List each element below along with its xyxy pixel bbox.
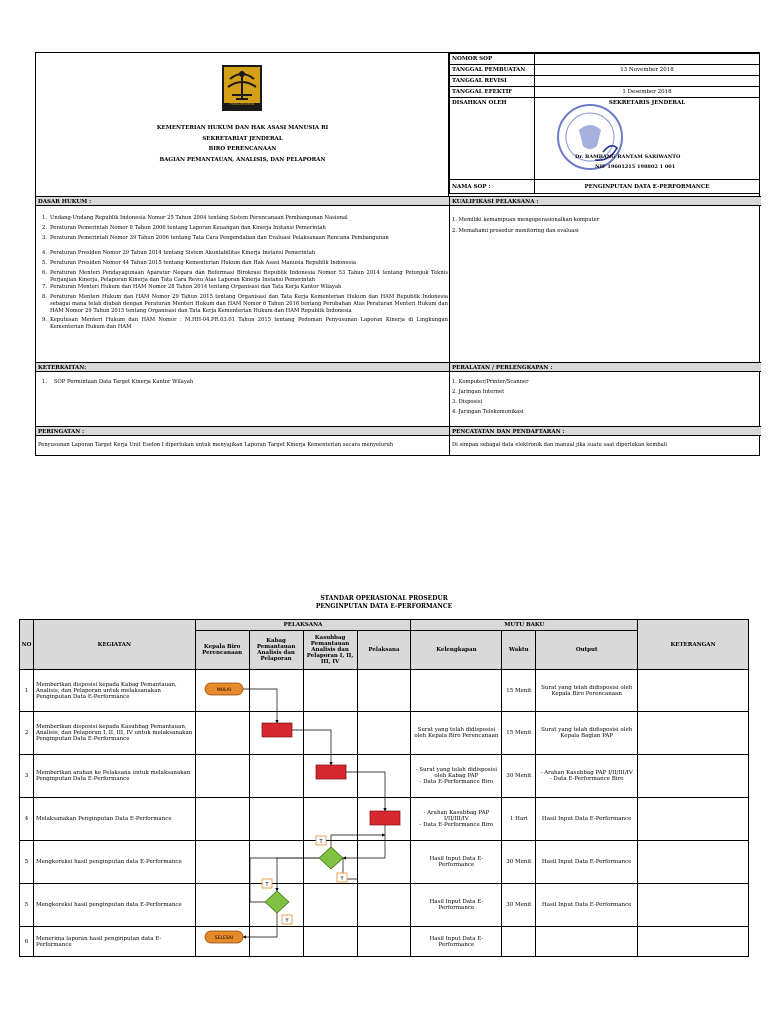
tanggal-pembuatan-label: TANGGAL PEMBUATAN [450, 65, 535, 76]
table-row: 5 Mengkoreksi hasil penginputan data E-Performance Hasil Input Data E-Performance 30 Menit Hasil Input Data E-Performance [20, 884, 749, 927]
col-kelengkapan: Kelengkapan [411, 631, 502, 670]
flow-title-line-1: STANDAR OPERASIONAL PROSEDUR [320, 595, 448, 602]
dasar-hukum-item: 8. Peraturan Menteri Hukum dan HAM Nomor 29 Tahun 2015 tentang Organisasi dan Tata Kerja Kementerian Hukum dan HAM Republik Indonesia sebagai mana telah diubah dengan Peraturan Menteri Hukum dan HAM Nomor 6 Tahun 2016 tentang Perubahan Atas Peraturan Menteri Hukum dan HAM Nomor 29 Tahun 2015 tentang Organisasi dan Tata Kerja Kementerian Hukum dan HAM Republik Indonesia [42, 294, 448, 314]
process-kasubbag [316, 765, 346, 779]
peralatan-item: 3. Disposisi [452, 399, 483, 406]
col-mutu-baku: MUTU BAKU [411, 620, 638, 631]
dasar-hukum-item: 6. Peraturan Menteri Pendayagunaan Aparatur Negara dan Reformasi Birokrasi Republik Indonesia Nomor 53 Tahun 2014 tentang Petunjuk Teknis Perjanjian Kinerja, Pelaporan Kinerja dan Tata Cara Reviu Atas Laporan Kinerja Instansi Pemerintah [42, 269, 448, 283]
kualifikasi-item: 2. Memahami prosedur monitoring dan evaluasi [452, 228, 579, 235]
disahkan-title: SEKRETARIS JENDERAL [608, 100, 686, 106]
dasar-hukum-item: 1. Undang-Undang Republik Indonesia Nomor 25 Tahun 2004 tentang Sistem Perencanaan Pembangunan Nasional [42, 215, 348, 221]
col-keterangan: KETERANGAN [638, 620, 749, 670]
pencatatan-title: PENCATATAN DAN PENDAFTARAN : [450, 426, 761, 436]
table-row: 1 Memberikan disposisi kepada Kabag Pemantauan, Analisis, dan Pelaporan untuk melaksanakan Penginputan Data E-Performance 15 Menit Surat yang telah didisposisi oleh Kepala Biro Perencanaan [20, 670, 749, 712]
peralatan-title: PERALATAN / PERLENGKAPAN : [450, 362, 761, 372]
process-pelaksana [370, 811, 400, 825]
decision-kabag [265, 891, 289, 913]
keterkaitan-item: 1. SOP Permintaan Data Target Kinerja Kantor Wilayah [42, 379, 194, 385]
decision-yes-label-2: Y [285, 918, 289, 924]
tanggal-revisi-label: TANGGAL REVISI [450, 76, 535, 87]
end-label: SELESAI [214, 936, 234, 941]
table-row: 4 Melaksanakan Penginputan Data E-Performance - Arahan Kasubbag PAP I/II/III/IV - Data E-Performance Biro 1 Hari Hasil Input Data E-Performance [20, 798, 749, 841]
table-row: 6 Menerima laporan hasil penginputan data E-Performance Hasil Input Data E-Performance [20, 927, 749, 957]
org-line-2: SEKRETARIAT JENDERAL [202, 135, 283, 142]
table-row: 3 Memberikan arahan ke Pelaksana untuk melaksanakan Penginputan Data E-Performance - Surat yang telah didisposisi oleh Kabag PAP - Data E-Performance Biro 30 Menit - Arahan Kasubbag PAP I/II/III/IV - Data E-Performance Biro [20, 755, 749, 798]
decision-no-label-1: T [319, 839, 323, 845]
tanggal-efektif-label: TANGGAL EFEKTIF [450, 87, 535, 98]
col-role-kasubbag: Kasubbag Pemantauan Analisis dan Pelaporan I, II, III, IV [303, 631, 357, 670]
nomor-sop-label: NOMOR SOP [450, 54, 535, 65]
col-no: NO [20, 620, 34, 670]
peralatan-item: 2. Jaringan Internet [452, 389, 505, 396]
decision-no-label-2: T [265, 882, 269, 888]
kualifikasi-item: 1. Memiliki kemampuan mengoperasionalkan komputer [452, 217, 600, 223]
col-role-kabag: Kabag Pemantauan Analisis dan Pelaporan [249, 631, 303, 670]
logo-caption: PENGAYOMAN [229, 102, 255, 106]
tanggal-efektif-value: 1 Desember 2018 [535, 87, 760, 98]
col-output: Output [536, 631, 638, 670]
dasar-hukum-item: 5. Peraturan Presiden Nomor 44 Tahun 2015 tentang Kementerian Hukum dan Hak Asasi Manusia Republik Indonesia [42, 260, 356, 266]
peringatan-title: PERINGATAN : [36, 426, 449, 436]
table-row: 5 Mengkoreksi hasil penginputan data E-Performance Hasil Input Data E-Performance 30 Menit Hasil Input Data E-Performance [20, 841, 749, 884]
process-kabag [262, 723, 292, 737]
start-label: MULAI [216, 688, 232, 693]
org-line-3: BIRO PERENCANAAN [208, 146, 277, 153]
keterkaitan-title: KETERKAITAN: [36, 362, 449, 372]
col-waktu: Waktu [502, 631, 536, 670]
dasar-hukum-title: DASAR HUKUM : [36, 196, 449, 206]
dasar-hukum-item: 9. Keputusan Menteri Hukum dan HAM Nomor : M.HH-04.PR.03.01 Tahun 2015 tentang Pedoman Penyusunan Laporan Kinerja di Lingkungan Kementerian Hukum dan HAM [42, 317, 448, 330]
dasar-hukum-item: 2. Peraturan Pemerintah Nomor 8 Tahun 2006 tentang Laporan Keuangan dan Kinerja Instansi Pemerintah [42, 224, 326, 231]
disahkan-nip: NIP 19601215 198802 1 001 [595, 164, 676, 170]
flow-title-line-2: PENGINPUTAN DATA E-PERFORMANCE [315, 603, 453, 611]
peralatan-item: 1. Komputer/Printer/Scanner [452, 379, 529, 385]
dasar-hukum-item: 3. Peraturan Pemerintah Nomor 39 Tahun 2006 tentang Tata Cara Pengendalian dan Evaluasi Pelaksanaan Rencana Pembangunan [42, 234, 389, 241]
org-line-4: BAGIAN PEMANTAUAN, ANALISIS, DAN PELAPORAN [159, 157, 326, 164]
decision-yes-label-1: Y [340, 876, 344, 882]
col-pelaksana: PELAKSANA [195, 620, 411, 631]
tanggal-pembuatan-value: 13 November 2018 [535, 65, 760, 76]
nama-sop-value: PENGINPUTAN DATA E-PERFORMANCE [535, 180, 760, 194]
kualifikasi-title: KUALIFIKASI PELAKSANA : [450, 196, 761, 206]
col-role-pelaksana: Pelaksana [357, 631, 411, 670]
peralatan-item: 4. Jaringan Telekomunikasi [452, 409, 524, 416]
decision-kasubbag [319, 847, 343, 869]
table-row: 2 Memberikan disposisi kepada Kasubbag Pemantauan, Analisis, dan Pelaporan I, II, III, IV untuk melaksanakan Penginputan Data E-Performance Surat yang telah didisposisi oleh Kepala Biro Perencanaan 15 Menit Surat yang telah didisposisi oleh Kepala Bagian PAP [20, 712, 749, 755]
pencatatan-text: Di simpan sebagai data elektronik dan manual jika suatu saat diperlukan kembali [452, 442, 667, 448]
dasar-hukum-item: 7. Peraturan Menteri Hukum dan HAM Nomor 28 Tahun 2014 tentang Organisasi dan Tata Kerja Kantor Wilayah [42, 284, 342, 291]
disahkan-name: Dr. BAMBANG RANTAM SARIWANTO [575, 154, 681, 160]
peringatan-text: Penyusunan Laporan Target Kerja Unit Eselon I diperlukan untuk menyajikan Laporan Target Kinerja Kementerian secara menyeluruh [38, 442, 394, 448]
dasar-hukum-item: 4. Peraturan Presiden Nomor 29 Tahun 2014 tentang Sistem Akuntabilitas Kinerja Instansi Pemerintah [42, 250, 316, 257]
disahkan-label: DISAHKAN OLEH [450, 98, 535, 180]
col-kegiatan: KEGIATAN [33, 620, 195, 670]
nama-sop-label: NAMA SOP : [450, 180, 535, 194]
col-role-kepala-biro: Kepala Biro Perencanaan [195, 631, 249, 670]
org-line-1: KEMENTERIAN HUKUM DAN HAK ASASI MANUSIA RI [156, 125, 329, 131]
